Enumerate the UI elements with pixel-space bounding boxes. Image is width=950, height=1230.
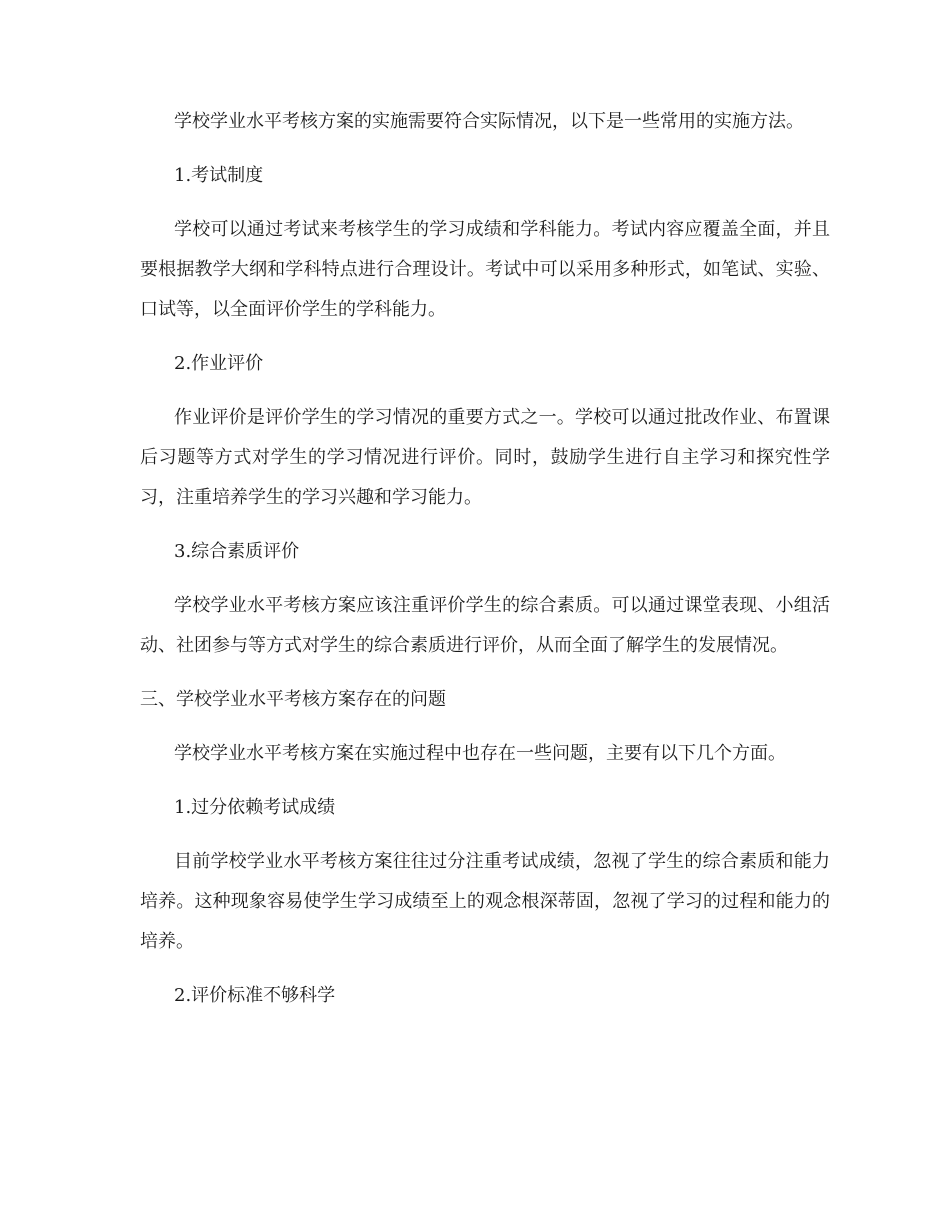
paragraph-comprehensive-quality: 学校学业水平考核方案应该注重评价学生的综合素质。可以通过课堂表现、小组活动、社团参与等方式对学生的综合素质进行评价，从而全面了解学生的发展情况。 xyxy=(140,595,830,656)
spacer xyxy=(140,142,830,156)
spacer xyxy=(140,384,830,398)
spacer xyxy=(140,720,830,734)
document-body xyxy=(140,102,830,1016)
paragraph-over-reliance-exams: 目前学校学业水平考核方案往往过分注重考试成绩，忽视了学生的综合素质和能力培养。这种现象容易使学生学习成绩至上的观念根深蒂固，忽视了学习的过程和能力的培养。 xyxy=(140,851,830,952)
subheading-exam-system: 1.考试制度 xyxy=(174,165,264,186)
section-heading-problems: 三、学校学业水平考核方案存在的问题 xyxy=(140,689,446,710)
paragraph-homework-evaluation: 作业评价是评价学生的学习情况的重要方式之一。学校可以通过批改作业、布置课后习题等方式对学生的学习情况进行评价。同时，鼓励学生进行自主学习和探究性学习，注重培养学生的学习兴趣和学习能力。 xyxy=(140,407,830,508)
subheading-homework-evaluation: 2.作业评价 xyxy=(174,353,264,374)
paragraph-problems-intro: 学校学业水平考核方案在实施过程中也存在一些问题，主要有以下几个方面。 xyxy=(174,743,786,764)
spacer xyxy=(140,962,830,976)
spacer xyxy=(140,330,830,344)
spacer xyxy=(140,518,830,532)
spacer xyxy=(140,828,830,842)
spacer xyxy=(140,666,830,680)
spacer xyxy=(140,774,830,788)
spacer xyxy=(140,572,830,586)
subheading-evaluation-standards: 2.评价标准不够科学 xyxy=(174,985,336,1006)
subheading-comprehensive-quality: 3.综合素质评价 xyxy=(174,541,300,562)
paragraph-exam-system: 学校可以通过考试来考核学生的学习成绩和学科能力。考试内容应覆盖全面，并且要根据教学大纲和学科特点进行合理设计。考试中可以采用多种形式，如笔试、实验、口试等，以全面评价学生的学科能力。 xyxy=(140,219,830,320)
intro-paragraph: 学校学业水平考核方案的实施需要符合实际情况，以下是一些常用的实施方法。 xyxy=(174,111,804,132)
spacer xyxy=(140,196,830,210)
subheading-over-reliance-exams: 1.过分依赖考试成绩 xyxy=(174,797,336,818)
